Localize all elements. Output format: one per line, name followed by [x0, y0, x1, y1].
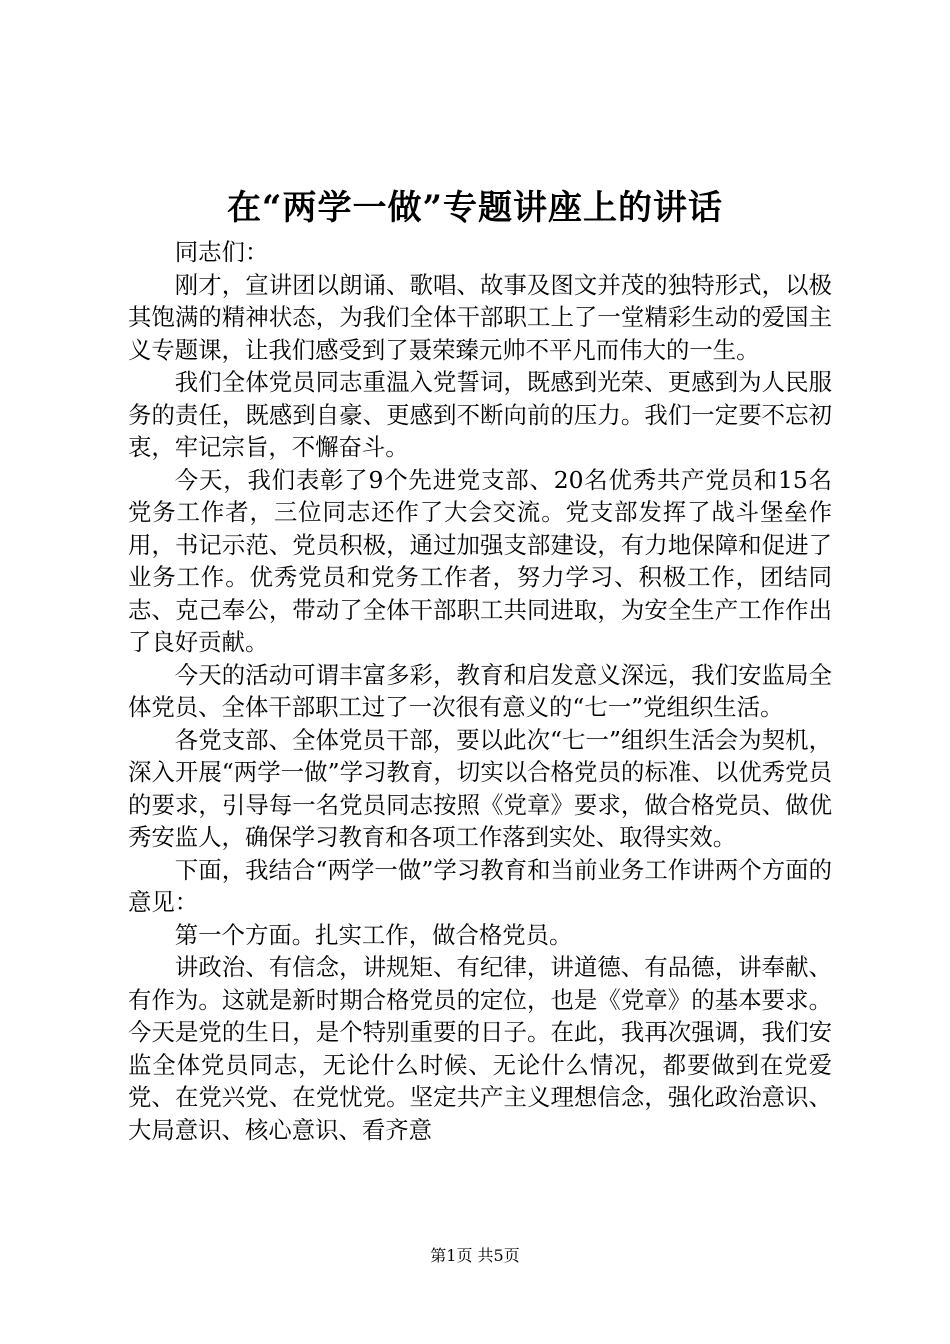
paragraph: 各党支部、全体党员干部，要以此次“七一”组织生活会为契机，深入开展“两学一做”学习教育，切实以合格党员的标准、以优秀党员的要求，引导每一名党员同志按照《党章》要求，做合格党员、做优秀安监人，确保学习教育和各项工作落到实处、取得实效。 [128, 725, 832, 851]
paragraph-salutation: 同志们： [174, 238, 269, 266]
page-footer: 第1页 共5页 [430, 1246, 520, 1265]
document-body [128, 236, 832, 1146]
paragraph: 讲政治、有信念，讲规矩、有纪律，讲道德、有品德，讲奉献、有作为。这就是新时期合格党员的定位，也是《党章》的基本要求。今天是党的生日，是个特别重要的日子。在此，我再次强调，我们安监全体党员同志，无论什么时候、无论什么情况，都要做到在党爱党、在党兴党、在党忧党。坚定共产主义理想信念，强化政治意识、大局意识、核心意识、看齐意 [128, 953, 832, 1144]
paragraph: 下面，我结合“两学一做”学习教育和当前业务工作讲两个方面的意见： [128, 855, 832, 916]
document-title: 在“两学一做”专题讲座上的讲话 [226, 188, 724, 228]
paragraph: 刚才，宣讲团以朗诵、歌唱、故事及图文并茂的独特形式，以极其饱满的精神状态，为我们全体干部职工上了一堂精彩生动的爱国主义专题课，让我们感受到了聂荣臻元帅不平凡而伟大的一生。 [128, 270, 832, 364]
paragraph: 今天的活动可谓丰富多彩，教育和启发意义深远，我们安监局全体党员、全体干部职工过了一次很有意义的“七一”党组织生活。 [128, 660, 832, 721]
paragraph: 今天，我们表彰了9个先进党支部、20名优秀共产党员和15名党务工作者，三位同志还作了大会交流。党支部发挥了战斗堡垒作用，书记示范、党员积极，通过加强支部建设，有力地保障和促进了业务工作。优秀党员和党务工作者，努力学习、积极工作，团结同志、克己奉公，带动了全体干部职工共同进取，为安全生产工作作出了良好贡献。 [128, 465, 832, 656]
section-heading: 第一个方面。扎实工作，做合格党员。 [174, 920, 573, 949]
paragraph: 我们全体党员同志重温入党誓词，既感到光荣、更感到为人民服务的责任，既感到自豪、更感到不断向前的压力。我们一定要不忘初衷，牢记宗旨，不懈奋斗。 [128, 368, 832, 461]
